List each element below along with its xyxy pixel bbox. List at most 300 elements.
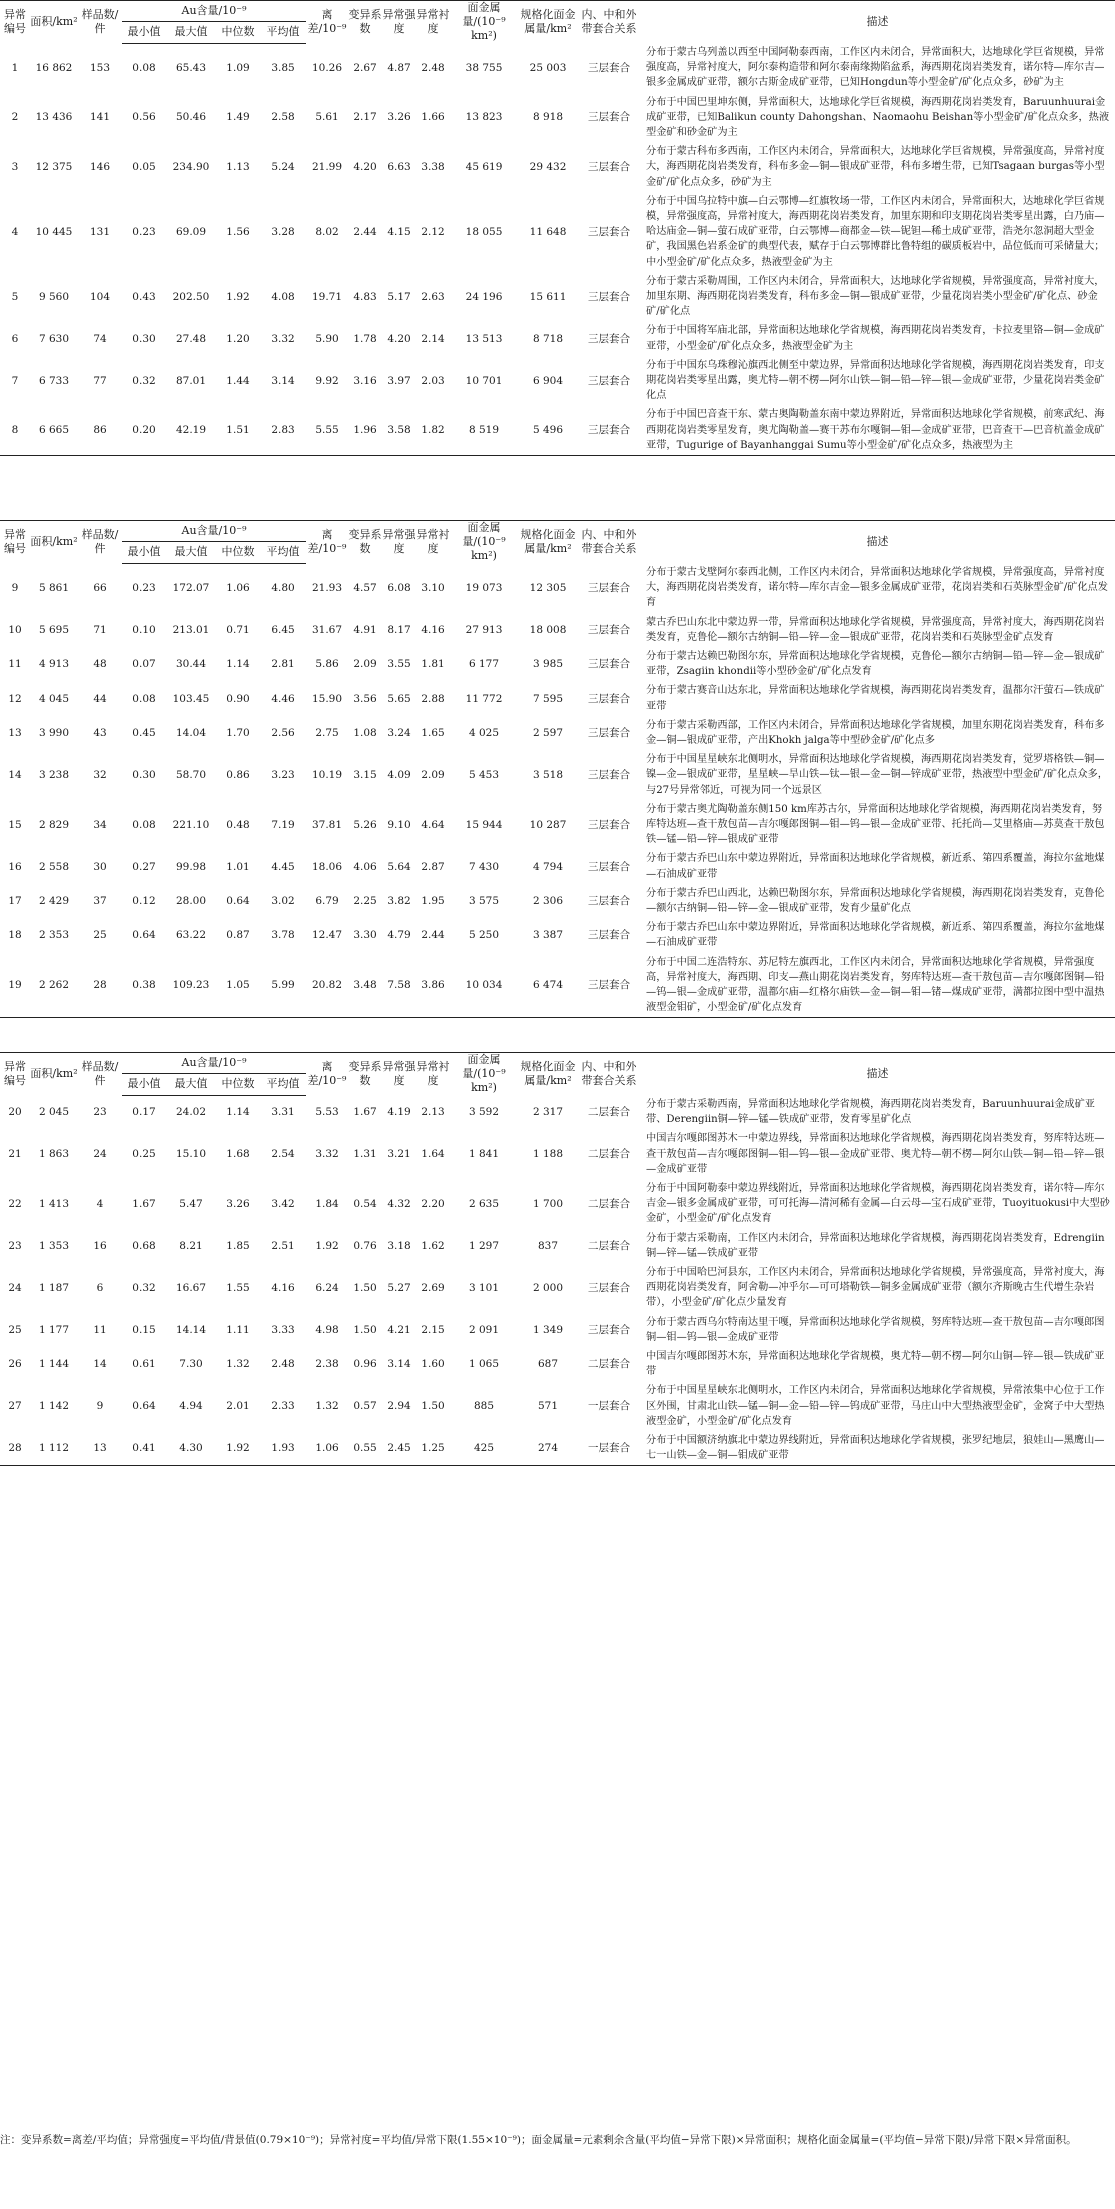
header-zoning: 内、中和外带套合关系 bbox=[578, 521, 640, 564]
cell-area-metal: 885 bbox=[473, 1400, 495, 1413]
cell-area: 5 861 bbox=[38, 581, 70, 594]
header-desc: 描述 bbox=[640, 1, 1115, 44]
cell-desc: 分布于中国哈巴河县东，工作区内未闭合，异常面积达地球化学省规模，异常强度高，异常衬度大，海西期花岗岩类发育，阿舍勒—冲乎尔—可可塔勒铁—铜多金属成矿亚带（额尔齐斯晚古生代增生杂岩带），小型金矿/矿化点少量发育 bbox=[646, 1267, 1105, 1309]
cell-intensity: 4.79 bbox=[387, 929, 411, 942]
cell-id: 23 bbox=[8, 1239, 22, 1252]
header-au-group: Au含量/10⁻⁹ bbox=[122, 521, 306, 542]
cell-area-metal: 1 065 bbox=[468, 1358, 500, 1371]
cell-contrast: 2.09 bbox=[421, 769, 445, 782]
cell-desc: 分布于蒙古乔巴山东中蒙边界附近，异常面积达地球化学省规模，新近系、第四系覆盖，海拉尔盆地煤—石油成矿亚带 bbox=[646, 853, 1105, 880]
cell-variation: 1.08 bbox=[353, 727, 377, 740]
cell-desc: 分布于中国星星峡东北侧明水，异常面积达地球化学省规模，海西期花岗岩类发育，觉罗塔格铁—铜—镍—金—银成矿亚带，星星峡—旱山铁—钛—银—金—铜—锌成矿亚带，热液型中型金矿/矿化点众多，与27号异常邻近，可视为同一个远景区 bbox=[646, 754, 1108, 796]
cell-dispersion: 9.92 bbox=[315, 374, 339, 387]
cell-norm-metal: 4 794 bbox=[532, 860, 564, 873]
cell-dispersion: 6.79 bbox=[315, 895, 339, 908]
cell-median: 1.01 bbox=[226, 860, 250, 873]
cell-area-metal: 38 755 bbox=[465, 61, 503, 74]
cell-min: 1.67 bbox=[132, 1197, 156, 1210]
cell-min: 0.23 bbox=[132, 225, 156, 238]
cell-variation: 3.56 bbox=[353, 692, 377, 705]
cell-median: 1.49 bbox=[226, 111, 250, 124]
table-row bbox=[0, 1347, 1115, 1381]
header-mean: 平均值 bbox=[260, 1074, 306, 1095]
cell-variation: 4.57 bbox=[353, 581, 377, 594]
cell-intensity: 6.08 bbox=[387, 581, 411, 594]
table-row bbox=[0, 405, 1115, 455]
cell-contrast: 2.20 bbox=[421, 1197, 445, 1210]
cell-area-metal: 24 196 bbox=[465, 290, 503, 303]
table-row bbox=[0, 93, 1115, 143]
cell-median: 0.48 bbox=[226, 818, 250, 831]
cell-contrast: 2.87 bbox=[421, 860, 445, 873]
cell-norm-metal: 7 595 bbox=[532, 692, 564, 705]
cell-min: 0.20 bbox=[122, 405, 166, 455]
table-row bbox=[0, 1431, 1115, 1466]
cell-dispersion: 5.90 bbox=[315, 332, 339, 345]
cell-area: 1 112 bbox=[30, 1431, 78, 1466]
cell-zoning: 三层套合 bbox=[588, 332, 631, 345]
cell-median: 1.32 bbox=[226, 1358, 250, 1371]
cell-area: 3 990 bbox=[38, 727, 70, 740]
cell-zoning: 三层套合 bbox=[588, 225, 631, 238]
cell-id: 28 bbox=[0, 1431, 30, 1466]
cell-intensity: 5.17 bbox=[387, 290, 411, 303]
header-au-group: Au含量/10⁻⁹ bbox=[122, 1, 306, 22]
header-dispersion: 离差/10⁻⁹ bbox=[306, 521, 348, 564]
cell-median: 1.70 bbox=[226, 727, 250, 740]
cell-area: 13 436 bbox=[35, 111, 73, 124]
header-area-metal: 面金属量/(10⁻⁹ km²) bbox=[450, 1, 518, 44]
cell-area: 2 558 bbox=[38, 860, 70, 873]
cell-mean: 2.33 bbox=[271, 1400, 295, 1413]
cell-area: 4 913 bbox=[38, 658, 70, 671]
cell-contrast: 1.64 bbox=[421, 1148, 445, 1161]
cell-max: 30.44 bbox=[175, 658, 207, 671]
header-area: 面积/km² bbox=[30, 1, 78, 44]
cell-samples: 32 bbox=[93, 769, 107, 782]
cell-variation: 1.50 bbox=[353, 1323, 377, 1336]
cell-area: 1 142 bbox=[38, 1400, 70, 1413]
table-footnote: 注：变异系数=离差/平均值；异常强度=平均值/背景值(0.79×10⁻⁹)；异常衬度=平均值/异常下限(1.55×10⁻⁹)；面金属量=元素剩余含量(平均值−异常下限)×异常面积；规格化面金属量=(平均值−异常下限)/异常下限×异常面积。 bbox=[0, 2134, 1077, 2146]
cell-area-metal: 6 177 bbox=[468, 658, 500, 671]
table-part-3 bbox=[0, 1052, 1115, 1466]
header-au-group: Au含量/10⁻⁹ bbox=[122, 1053, 306, 1074]
cell-desc: 分布于中国阿勒泰中蒙边界线附近，异常面积达地球化学省规模，海西期花岗岩类发育，诺尔特—库尔吉金—银多金属成矿亚带，可可托海—清河稀有金属—白云母—宝石成矿亚带，Tuoyituokusi中大型砂金矿，小型金矿/矿化点发育 bbox=[646, 1183, 1110, 1225]
cell-intensity: 8.17 bbox=[387, 623, 411, 636]
cell-area-metal: 2 635 bbox=[468, 1197, 500, 1210]
cell-median: 0.90 bbox=[226, 692, 250, 705]
header-id: 异常编号 bbox=[0, 1, 30, 44]
cell-zoning: 三层套合 bbox=[588, 658, 631, 671]
cell-max: 213.01 bbox=[172, 623, 210, 636]
cell-zoning: 二层套合 bbox=[588, 1197, 631, 1210]
cell-mean: 2.56 bbox=[271, 727, 295, 740]
cell-norm-metal: 274 bbox=[518, 1431, 578, 1466]
cell-area: 16 862 bbox=[35, 61, 73, 74]
cell-zoning: 三层套合 bbox=[588, 1281, 631, 1294]
cell-area: 6 665 bbox=[30, 405, 78, 455]
cell-min: 0.27 bbox=[132, 860, 156, 873]
cell-area: 2 429 bbox=[38, 895, 70, 908]
cell-zoning: 一层套合 bbox=[588, 1400, 631, 1413]
cell-intensity: 5.65 bbox=[387, 692, 411, 705]
cell-max: 65.43 bbox=[175, 62, 207, 75]
cell-mean: 4.80 bbox=[271, 582, 295, 595]
cell-samples: 66 bbox=[93, 581, 107, 594]
table-row bbox=[0, 1229, 1115, 1263]
cell-variation: 3.16 bbox=[353, 374, 377, 387]
cell-zoning: 三层套合 bbox=[588, 818, 631, 831]
cell-zoning: 三层套合 bbox=[588, 374, 631, 387]
cell-samples: 43 bbox=[93, 727, 107, 740]
header-area-metal: 面金属量/(10⁻⁹ km²) bbox=[450, 1053, 518, 1096]
cell-area-metal: 13 513 bbox=[465, 332, 503, 345]
cell-median: 1.68 bbox=[226, 1148, 250, 1161]
cell-zoning: 二层套合 bbox=[588, 1239, 631, 1252]
table-row bbox=[0, 321, 1115, 355]
cell-dispersion: 1.92 bbox=[315, 1239, 339, 1252]
cell-min: 0.12 bbox=[132, 895, 156, 908]
cell-norm-metal: 2 306 bbox=[532, 895, 564, 908]
cell-mean: 7.19 bbox=[271, 818, 295, 831]
cell-min: 0.38 bbox=[122, 953, 166, 1018]
cell-max: 7.30 bbox=[179, 1358, 203, 1371]
cell-zoning: 二层套合 bbox=[588, 1358, 631, 1371]
cell-area-metal: 4 025 bbox=[468, 727, 500, 740]
cell-mean: 3.78 bbox=[271, 929, 295, 942]
table-row bbox=[0, 716, 1115, 750]
cell-area-metal: 425 bbox=[450, 1431, 518, 1466]
cell-id: 5 bbox=[11, 290, 19, 303]
table-row bbox=[0, 750, 1115, 800]
cell-mean: 2.83 bbox=[260, 405, 306, 455]
header-norm-metal: 规格化面金属量/km² bbox=[518, 1, 578, 44]
cell-id: 17 bbox=[8, 895, 22, 908]
cell-desc: 分布于蒙古采勒西南，异常面积达地球化学省规模，海西期花岗岩类发育，Baruunhuurai金成矿亚带、Derengiin铜—锌—锰—铁成矿亚带，发育零星矿化点 bbox=[646, 1099, 1095, 1126]
cell-contrast: 2.44 bbox=[421, 929, 445, 942]
header-variation: 变异系数 bbox=[348, 1, 382, 44]
header-contrast: 异常衬度 bbox=[416, 521, 450, 564]
cell-mean: 3.32 bbox=[271, 332, 295, 345]
header-mean: 平均值 bbox=[260, 542, 306, 563]
cell-intensity: 4.21 bbox=[387, 1323, 411, 1336]
cell-mean: 3.85 bbox=[271, 62, 295, 75]
table-part-2 bbox=[0, 520, 1115, 1018]
cell-median: 1.13 bbox=[226, 161, 250, 174]
cell-area: 5 695 bbox=[38, 623, 70, 636]
cell-dispersion: 12.47 bbox=[311, 929, 343, 942]
cell-variation: 0.54 bbox=[353, 1197, 377, 1210]
cell-area-metal: 7 430 bbox=[468, 860, 500, 873]
cell-contrast: 1.66 bbox=[421, 111, 445, 124]
header-samples: 样品数/件 bbox=[78, 1053, 122, 1096]
cell-variation: 3.48 bbox=[348, 953, 382, 1018]
cell-intensity: 3.58 bbox=[382, 405, 416, 455]
cell-dispersion: 1.06 bbox=[306, 1431, 348, 1466]
cell-zoning: 三层套合 bbox=[588, 290, 631, 303]
cell-norm-metal: 8 718 bbox=[532, 332, 564, 345]
cell-min: 0.08 bbox=[132, 62, 156, 75]
table-row bbox=[0, 142, 1115, 192]
cell-variation: 0.55 bbox=[348, 1431, 382, 1466]
cell-norm-metal: 1 700 bbox=[532, 1197, 564, 1210]
cell-desc: 分布于蒙古乔巴山东中蒙边界附近，异常面积达地球化学省规模，新近系、第四系覆盖，海拉尔盆地煤—石油成矿亚带 bbox=[646, 922, 1105, 949]
cell-contrast: 3.10 bbox=[421, 581, 445, 594]
header-variation: 变异系数 bbox=[348, 521, 382, 564]
cell-min: 0.41 bbox=[122, 1431, 166, 1466]
cell-mean: 3.33 bbox=[271, 1323, 295, 1336]
cell-area: 4 045 bbox=[38, 692, 70, 705]
cell-desc: 分布于中国乌拉特中旗—白云鄂博—红旗牧场一带，工作区内未闭合，异常面积大，达地球化学巨省规模，异常强度高，异常衬度大，海西期花岗岩类发育，加里东期和印支期花岗岩类零星出露，白乃庙—哈达庙金—铜—萤石成矿亚带，白云鄂博—商都金—铁—铌钽—稀土成矿亚带，浩尧尔忽洞超大型金矿，我国黑色岩系金矿的典型代表，赋存于白云鄂博群比鲁特组的碳质板岩中，品位低而可采储量大；中小型金矿/矿化点众多，热液型金矿为主 bbox=[646, 195, 1105, 268]
cell-norm-metal: 8 918 bbox=[532, 111, 564, 124]
table-row bbox=[0, 884, 1115, 918]
cell-contrast: 1.62 bbox=[421, 1239, 445, 1252]
cell-desc: 中国吉尔嘎郎图苏木一中蒙边界线，异常面积达地球化学省规模，海西期花岗岩类发育，努库特达班—查干敖包苗—吉尔嘎郎图铜—钼—钨—银—金成矿亚带、奥尤特—朝不楞—阿尔山铁—铜—铅—锌—银—金成矿亚带 bbox=[646, 1133, 1105, 1175]
cell-area-metal: 15 944 bbox=[465, 818, 503, 831]
cell-variation: 3.15 bbox=[353, 769, 377, 782]
cell-median: 3.26 bbox=[226, 1197, 250, 1210]
header-intensity: 异常强度 bbox=[382, 1053, 416, 1096]
cell-desc: 分布于中国星星峡东北侧明水，工作区内未闭合，异常面积达地球化学省规模，异常浓集中心位于工作区外围，甘肃北山铁—锰—铜—金—铅—锌—钨成矿亚带，马庄山中大型热液型金矿，金窝子中大型热液型金矿，小型金矿/矿化点发育 bbox=[646, 1385, 1105, 1427]
cell-mean: 2.58 bbox=[271, 111, 295, 124]
cell-variation: 0.76 bbox=[353, 1239, 377, 1252]
cell-min: 0.64 bbox=[132, 929, 156, 942]
header-max: 最大值 bbox=[166, 542, 216, 563]
cell-median: 1.20 bbox=[226, 332, 250, 345]
table-row bbox=[0, 1179, 1115, 1229]
header-min: 最小值 bbox=[122, 1074, 166, 1095]
cell-median: 1.14 bbox=[226, 658, 250, 671]
cell-intensity: 3.97 bbox=[387, 374, 411, 387]
cell-contrast: 1.81 bbox=[421, 658, 445, 671]
cell-dispersion: 10.26 bbox=[311, 61, 343, 74]
cell-area-metal: 19 073 bbox=[465, 581, 503, 594]
header-samples: 样品数/件 bbox=[78, 521, 122, 564]
cell-desc: 分布于蒙古赛音山达东北，异常面积达地球化学省规模，海西期花岗岩类发育，温都尔汗萤石—铁成矿亚带 bbox=[646, 685, 1105, 712]
cell-desc: 分布于蒙古乌列盖以西至中国阿勒泰西南，工作区内未闭合，异常面积大，达地球化学巨省规模，异常强度高，异常衬度大，阿尔泰构造带和阿尔泰南缘拗陷盆系，海西期花岗岩类发育，诺尔特—库尔吉—银多金属成矿亚带，额尔古斯金成矿亚带，已知Hongdun等小型金矿/矿化点众多，砂矿为主 bbox=[646, 47, 1105, 89]
cell-median: 1.92 bbox=[226, 290, 250, 303]
header-norm-metal: 规格化面金属量/km² bbox=[518, 1053, 578, 1096]
cell-intensity: 6.63 bbox=[387, 161, 411, 174]
cell-samples: 13 bbox=[78, 1431, 122, 1466]
cell-area-metal: 5 250 bbox=[468, 929, 500, 942]
cell-median: 1.14 bbox=[226, 1106, 250, 1119]
cell-median: 1.09 bbox=[226, 62, 250, 75]
cell-mean: 1.93 bbox=[260, 1431, 306, 1466]
cell-contrast: 1.50 bbox=[421, 1400, 445, 1413]
cell-mean: 2.81 bbox=[271, 658, 295, 671]
cell-samples: 48 bbox=[93, 658, 107, 671]
cell-contrast: 2.12 bbox=[421, 225, 445, 238]
cell-zoning: 三层套合 bbox=[588, 61, 631, 74]
cell-max: 28.00 bbox=[175, 895, 207, 908]
cell-contrast: 2.88 bbox=[421, 692, 445, 705]
cell-contrast: 3.86 bbox=[416, 953, 450, 1018]
cell-desc: 分布于蒙古采勒西部，工作区内未闭合，异常面积达地球化学省规模，加里东期花岗岩类发育，科布多金—铜—银成矿亚带，产出Khokh jalga等中型砂金矿/矿化点多 bbox=[646, 719, 1105, 747]
cell-zoning: 三层套合 bbox=[588, 929, 631, 942]
cell-dispersion: 2.75 bbox=[315, 727, 339, 740]
cell-desc: 分布于蒙古奥尤陶勒盖东侧150 km库苏古尔，异常面积达地球化学省规模，海西期花岗岩类发育，努库特达班—查干敖包苗—吉尔嘎郎图铜—钼—钨—银—金成矿亚带、托托尚—艾里格庙—苏莫查干敖包铁—锰—铅—锌—银成矿亚带 bbox=[646, 803, 1105, 846]
cell-intensity: 4.87 bbox=[387, 61, 411, 74]
cell-max: 14.04 bbox=[175, 727, 207, 740]
cell-dispersion: 2.38 bbox=[315, 1358, 339, 1371]
cell-contrast: 3.38 bbox=[421, 161, 445, 174]
cell-norm-metal: 687 bbox=[537, 1358, 559, 1371]
cell-dispersion: 8.02 bbox=[315, 225, 339, 238]
cell-intensity: 5.64 bbox=[387, 860, 411, 873]
cell-median: 0.86 bbox=[226, 769, 250, 782]
table-row bbox=[0, 1129, 1115, 1179]
cell-variation: 2.67 bbox=[353, 61, 377, 74]
cell-norm-metal: 29 432 bbox=[529, 161, 567, 174]
cell-mean: 2.48 bbox=[271, 1358, 295, 1371]
header-intensity: 异常强度 bbox=[382, 521, 416, 564]
cell-norm-metal: 837 bbox=[537, 1239, 559, 1252]
cell-median: 0.64 bbox=[226, 895, 250, 908]
cell-samples: 14 bbox=[93, 1358, 107, 1371]
cell-samples: 153 bbox=[89, 61, 111, 74]
cell-mean: 3.02 bbox=[271, 895, 295, 908]
header-intensity: 异常强度 bbox=[382, 1, 416, 44]
cell-intensity: 3.26 bbox=[387, 111, 411, 124]
cell-zoning: 三层套合 bbox=[588, 581, 631, 594]
cell-max: 15.10 bbox=[175, 1148, 207, 1161]
header-zoning: 内、中和外带套合关系 bbox=[578, 1053, 640, 1096]
cell-id: 13 bbox=[8, 727, 22, 740]
cell-area: 1 353 bbox=[38, 1239, 70, 1252]
cell-max: 103.45 bbox=[172, 692, 210, 705]
cell-zoning: 三层套合 bbox=[588, 1323, 631, 1336]
cell-variation: 5.26 bbox=[353, 818, 377, 831]
table-row bbox=[0, 953, 1115, 1018]
cell-mean: 4.08 bbox=[271, 290, 295, 303]
cell-min: 0.10 bbox=[132, 623, 156, 636]
cell-norm-metal: 3 985 bbox=[532, 658, 564, 671]
cell-norm-metal: 2 000 bbox=[532, 1281, 564, 1294]
header-dispersion: 离差/10⁻⁹ bbox=[306, 1, 348, 44]
cell-area: 7 630 bbox=[38, 332, 70, 345]
cell-median: 1.11 bbox=[226, 1323, 250, 1336]
cell-max: 4.30 bbox=[166, 1431, 216, 1466]
cell-median: 1.51 bbox=[216, 405, 260, 455]
cell-min: 0.17 bbox=[132, 1106, 156, 1119]
cell-dispersion: 31.67 bbox=[311, 623, 343, 636]
cell-mean: 4.46 bbox=[271, 692, 295, 705]
cell-variation: 2.25 bbox=[353, 895, 377, 908]
cell-max: 69.09 bbox=[175, 225, 207, 238]
cell-norm-metal: 1 188 bbox=[532, 1148, 564, 1161]
cell-variation: 1.31 bbox=[353, 1148, 377, 1161]
cell-norm-metal: 5 496 bbox=[518, 405, 578, 455]
cell-desc: 蒙古乔巴山东北中蒙边界一带，异常面积达地球化学省规模，异常强度高，异常衬度大，海西期花岗岩类发育，克鲁伦—额尔古纳铜—铅—锌—金—银成矿亚带，花岗岩类和石英脉型金矿点发育 bbox=[646, 616, 1105, 643]
cell-mean: 5.99 bbox=[260, 953, 306, 1018]
cell-min: 0.30 bbox=[132, 769, 156, 782]
cell-max: 5.47 bbox=[179, 1197, 203, 1210]
cell-area: 10 445 bbox=[35, 225, 73, 238]
header-median: 中位数 bbox=[216, 542, 260, 563]
cell-norm-metal: 6 474 bbox=[518, 953, 578, 1018]
cell-mean: 6.45 bbox=[271, 623, 295, 636]
cell-max: 63.22 bbox=[175, 929, 207, 942]
cell-dispersion: 5.55 bbox=[306, 405, 348, 455]
cell-desc: 分布于蒙古戈壁阿尔泰西北侧，工作区内未闭合，异常面积达地球化学省规模，异常强度高，异常衬度大，海西期花岗岩类发育，诺尔特—库尔吉金—银多金属成矿亚带，花岗岩类和石英脉型金矿/矿化点发育 bbox=[646, 567, 1108, 609]
cell-id: 12 bbox=[8, 692, 22, 705]
cell-id: 22 bbox=[8, 1197, 22, 1210]
cell-max: 24.02 bbox=[175, 1106, 207, 1119]
cell-samples: 4 bbox=[96, 1197, 104, 1210]
cell-id: 11 bbox=[8, 658, 22, 671]
cell-max: 87.01 bbox=[175, 374, 207, 387]
cell-variation: 1.96 bbox=[348, 405, 382, 455]
cell-id: 15 bbox=[8, 818, 22, 831]
cell-area: 1 187 bbox=[38, 1281, 70, 1294]
header-desc: 描述 bbox=[640, 521, 1115, 564]
cell-norm-metal: 10 287 bbox=[529, 818, 567, 831]
cell-mean: 3.23 bbox=[271, 769, 295, 782]
table-row bbox=[0, 613, 1115, 647]
cell-area: 2 045 bbox=[38, 1106, 70, 1119]
cell-zoning: 三层套合 bbox=[588, 623, 631, 636]
cell-area: 1 863 bbox=[38, 1148, 70, 1161]
cell-dispersion: 18.06 bbox=[311, 860, 343, 873]
cell-area: 2 262 bbox=[30, 953, 78, 1018]
cell-contrast: 1.82 bbox=[416, 405, 450, 455]
cell-median: 2.01 bbox=[226, 1400, 250, 1413]
cell-id: 26 bbox=[8, 1358, 22, 1371]
cell-max: 27.48 bbox=[175, 332, 207, 345]
header-contrast: 异常衬度 bbox=[416, 1, 450, 44]
cell-id: 2 bbox=[11, 111, 19, 124]
cell-variation: 2.17 bbox=[353, 111, 377, 124]
cell-samples: 30 bbox=[93, 860, 107, 873]
cell-intensity: 3.21 bbox=[387, 1148, 411, 1161]
cell-samples: 34 bbox=[93, 818, 107, 831]
cell-area-metal: 18 055 bbox=[465, 225, 503, 238]
cell-median: 1.05 bbox=[216, 953, 260, 1018]
cell-intensity: 4.32 bbox=[387, 1197, 411, 1210]
header-area-metal: 面金属量/(10⁻⁹ km²) bbox=[450, 521, 518, 564]
cell-dispersion: 21.93 bbox=[311, 581, 343, 594]
cell-zoning: 二层套合 bbox=[588, 1106, 631, 1119]
header-zoning: 内、中和外带套合关系 bbox=[578, 1, 640, 44]
cell-mean: 3.31 bbox=[271, 1106, 295, 1119]
cell-variation: 1.67 bbox=[353, 1106, 377, 1119]
cell-contrast: 2.15 bbox=[421, 1323, 445, 1336]
cell-area-metal: 5 453 bbox=[468, 769, 500, 782]
cell-area-metal: 2 091 bbox=[468, 1323, 500, 1336]
cell-id: 19 bbox=[0, 953, 30, 1018]
cell-samples: 25 bbox=[93, 929, 107, 942]
cell-contrast: 2.14 bbox=[421, 332, 445, 345]
cell-variation: 2.09 bbox=[353, 658, 377, 671]
cell-samples: 44 bbox=[93, 692, 107, 705]
cell-min: 0.43 bbox=[132, 290, 156, 303]
cell-dispersion: 6.24 bbox=[315, 1281, 339, 1294]
cell-max: 16.67 bbox=[175, 1281, 207, 1294]
cell-contrast: 4.64 bbox=[421, 818, 445, 831]
cell-desc: 分布于蒙古乔巴山西北，达赖巴勒图尔东，异常面积达地球化学省规模，海西期花岗岩类发育，克鲁伦—额尔古纳铜—铅—锌—金—银成矿亚带，发育少量矿化点 bbox=[646, 887, 1105, 915]
cell-variation: 1.78 bbox=[353, 332, 377, 345]
cell-id: 16 bbox=[8, 860, 22, 873]
table-row bbox=[0, 272, 1115, 322]
cell-samples: 37 bbox=[93, 895, 107, 908]
cell-max: 202.50 bbox=[172, 290, 210, 303]
cell-samples: 86 bbox=[78, 405, 122, 455]
cell-dispersion: 37.81 bbox=[311, 818, 343, 831]
cell-variation: 3.30 bbox=[353, 929, 377, 942]
table-row bbox=[0, 356, 1115, 406]
cell-contrast: 2.13 bbox=[421, 1106, 445, 1119]
